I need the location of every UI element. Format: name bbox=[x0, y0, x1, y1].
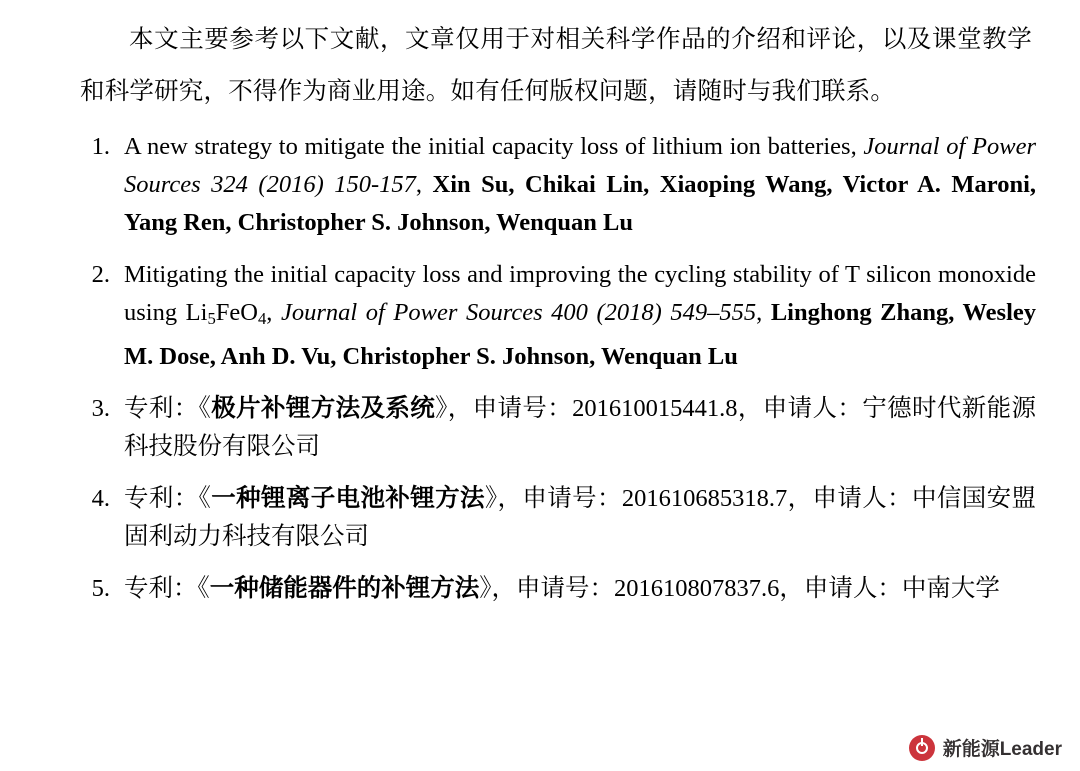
reference-part-bold: 极片补锂方法及系统 bbox=[211, 395, 436, 423]
reference-part-italic: Journal of Power Sources 400 (2018) 549–555 bbox=[281, 299, 757, 326]
reference-part-bold: 一种锂离子电池补锂方法 bbox=[211, 485, 485, 513]
watermark-label: 新能源Leader bbox=[942, 739, 1062, 760]
wechat-account-logo-icon bbox=[909, 735, 935, 761]
reference-part-italic: Journal of Power Sources 324 (2016) 150-157 bbox=[124, 133, 1036, 198]
reference-part: , bbox=[266, 299, 281, 326]
reference-text bbox=[124, 128, 1040, 242]
reference-part-bold: Xin Su, Chikai Lin, Xiaoping Wang, Victor A. Maroni, Yang Ren, Christopher S. Johnson, Wenquan Lu bbox=[124, 171, 1037, 236]
reference-text bbox=[124, 256, 1040, 376]
reference-number: 2. bbox=[91, 261, 110, 288]
reference-text bbox=[124, 390, 1040, 466]
reference-part: FeO bbox=[215, 299, 258, 326]
list-item bbox=[80, 128, 1040, 242]
reference-part: , bbox=[756, 299, 771, 326]
reference-part: 专利：《 bbox=[124, 575, 210, 603]
list-item bbox=[80, 390, 1040, 466]
list-item bbox=[80, 480, 1040, 556]
reference-number: 4. bbox=[91, 485, 110, 513]
reference-number: 5. bbox=[91, 575, 110, 603]
reference-number: 3. bbox=[91, 395, 110, 423]
intro-paragraph: 本文主要参考以下文献，文章仅用于对相关科学作品的介绍和评论，以及课堂教学和科学研究，不得作为商业用途。如有任何版权问题，请随时与我们联系。 bbox=[80, 26, 1032, 105]
reference-text bbox=[124, 570, 1040, 608]
list-item bbox=[80, 256, 1040, 376]
reference-part: 专利：《 bbox=[124, 395, 212, 423]
reference-part: A new strategy to mitigate the initial capacity loss of lithium ion batteries, bbox=[124, 133, 864, 160]
reference-part: , bbox=[415, 171, 433, 198]
reference-part: 》，申请号：201610015441.8，申请人：宁德时代新能源科技股份有限公司 bbox=[124, 395, 1036, 461]
reference-part: 》，申请号：201610807837.6，申请人：中南大学 bbox=[479, 575, 1000, 603]
reference-list bbox=[80, 128, 1040, 608]
reference-part-bold: Linghong Zhang, Wesley M. Dose, Anh D. Vu, Christopher S. Johnson, Wenquan Lu bbox=[124, 299, 1037, 371]
reference-text bbox=[124, 480, 1040, 556]
reference-part: 》，申请号：201610685318.7，申请人：中信国安盟固利动力科技有限公司 bbox=[124, 485, 1036, 551]
watermark bbox=[909, 734, 1062, 761]
list-item bbox=[80, 570, 1040, 608]
reference-number: 1. bbox=[91, 133, 110, 160]
reference-part-subscript: 4 bbox=[257, 309, 267, 329]
reference-part-subscript: 5 bbox=[207, 309, 216, 329]
reference-part: Mitigating the initial capacity loss and improving the cycling stability of T silicon monoxide using Li bbox=[124, 261, 1036, 326]
reference-part: 专利：《 bbox=[124, 485, 212, 513]
reference-part-bold: 一种储能器件的补锂方法 bbox=[209, 575, 480, 603]
